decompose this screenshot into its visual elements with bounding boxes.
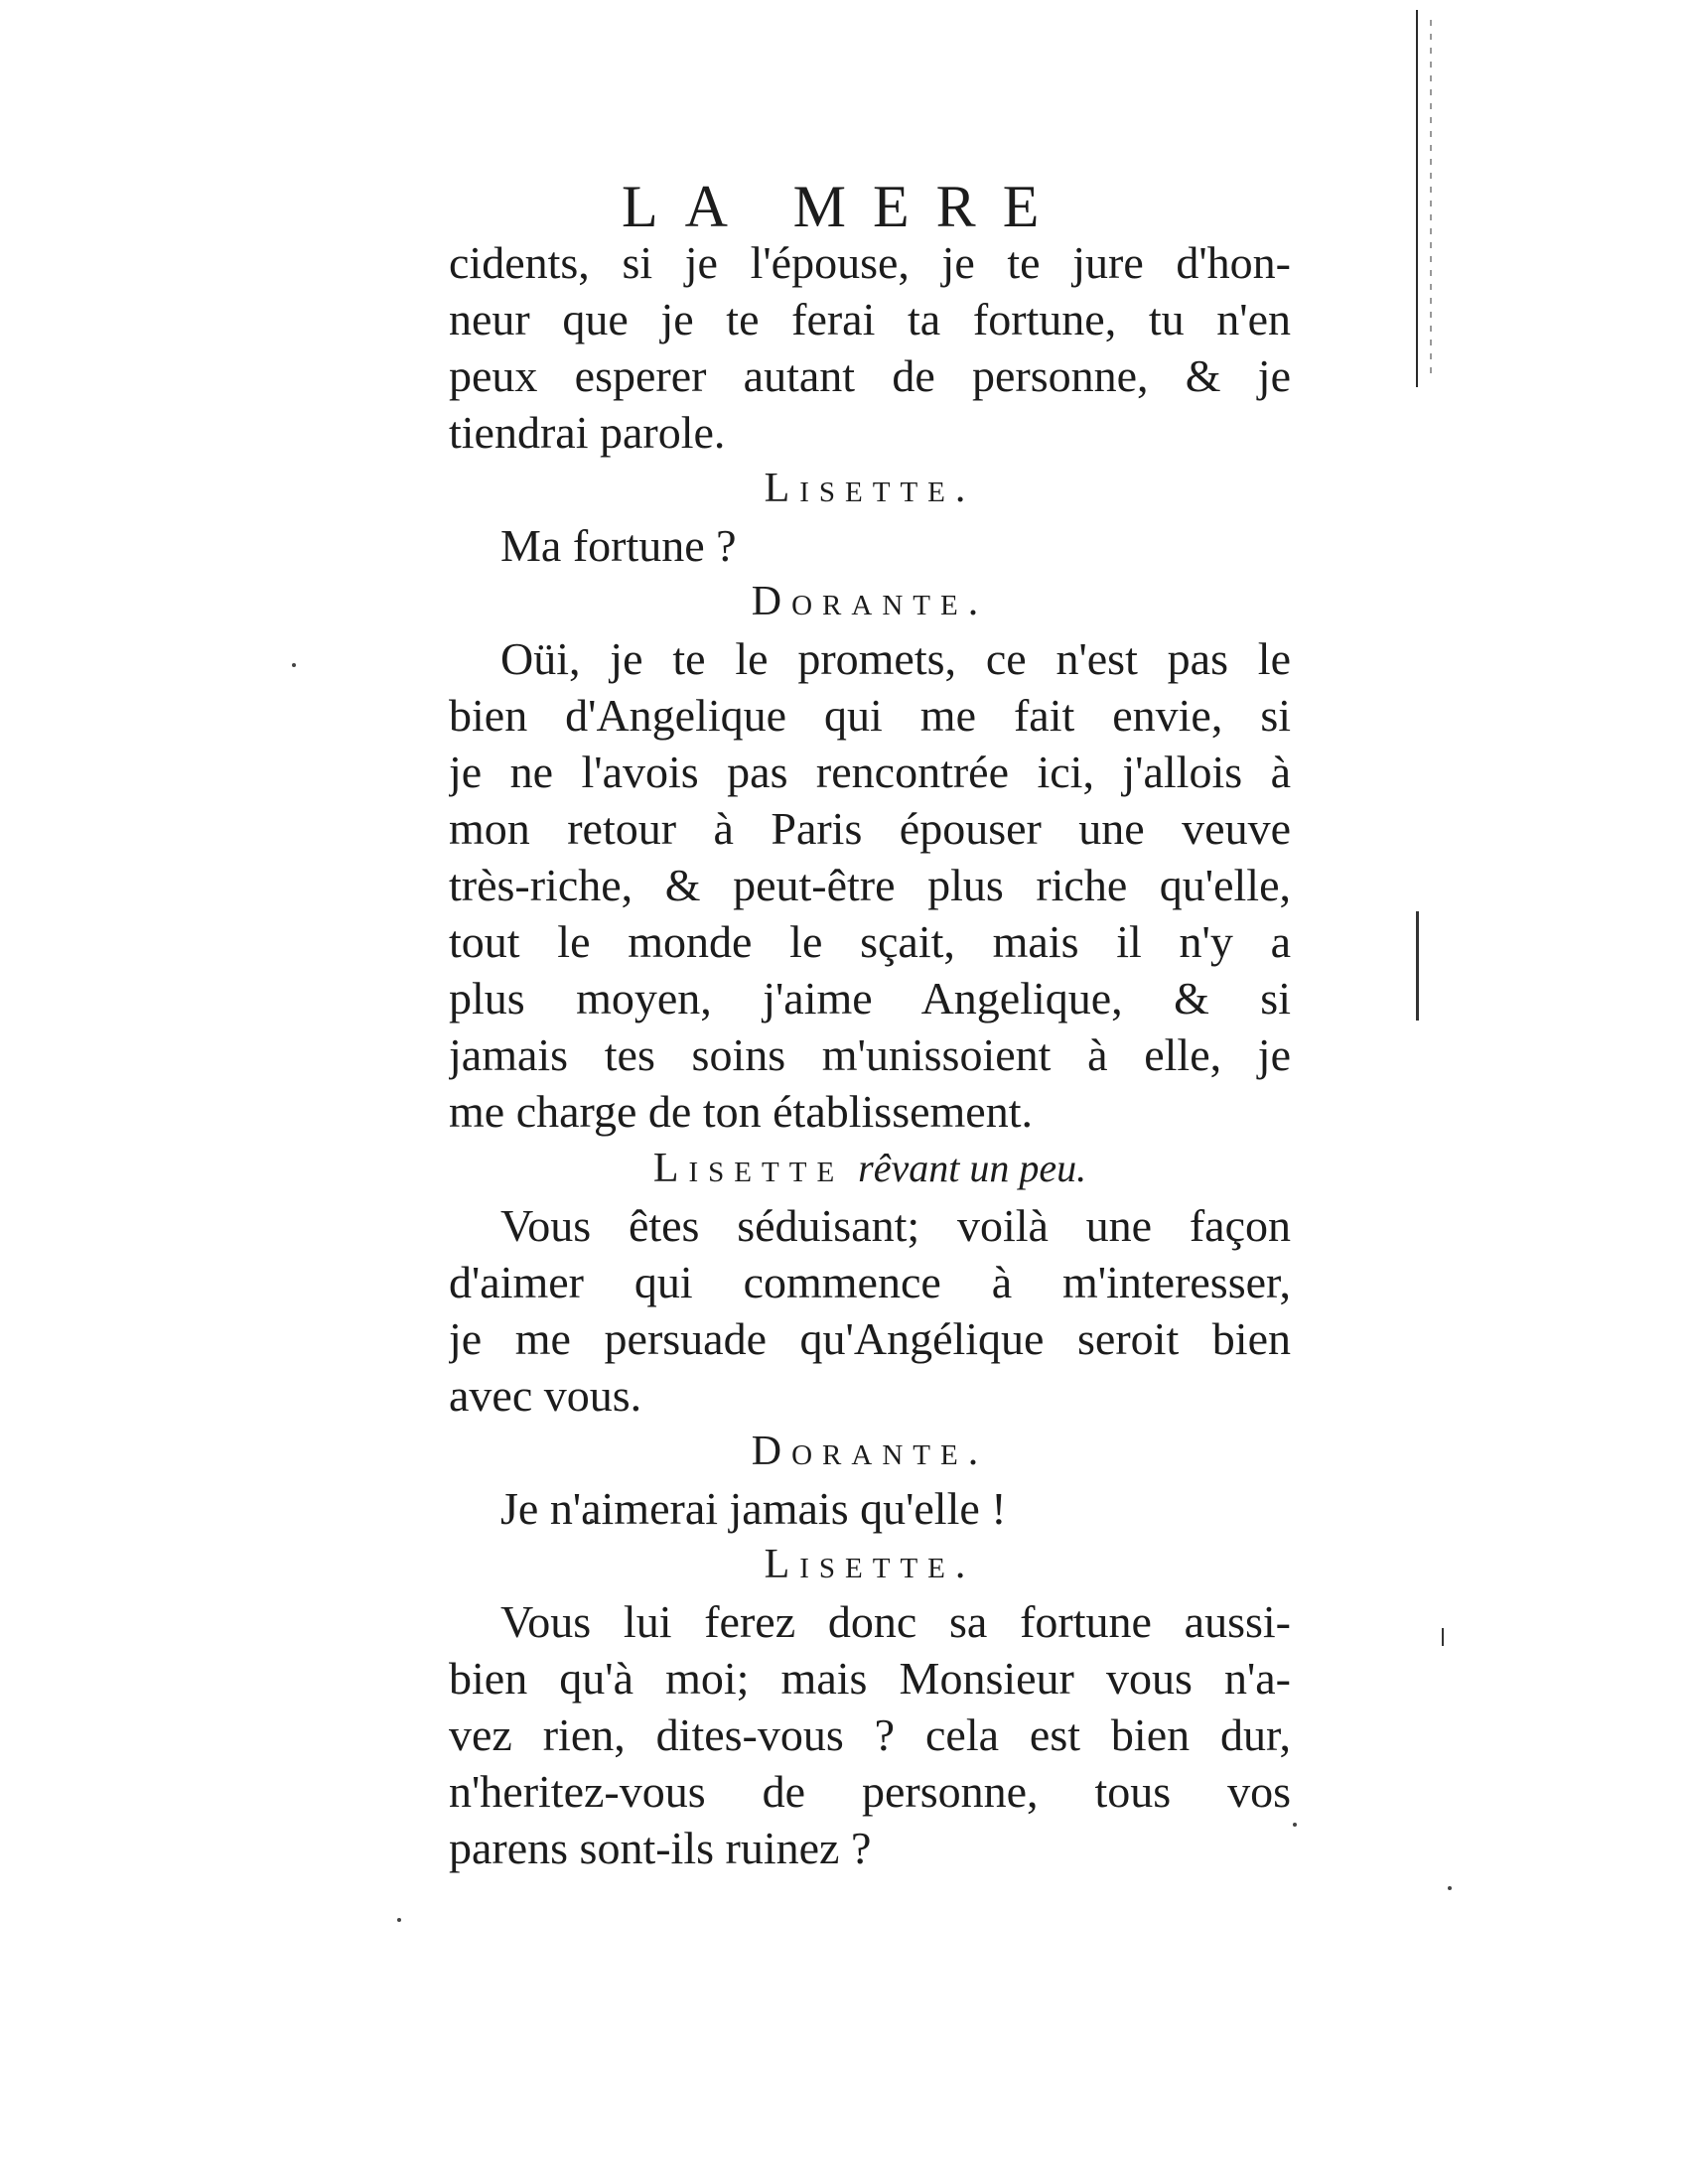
speaker-name: Lisette. [764,1542,976,1587]
speech [449,1140,1291,1424]
speech [449,461,1291,574]
paragraph [449,234,1291,461]
text-line: parens sont-ils ruinez ? [449,1823,872,1873]
text-line: n'heritez-vous de personne, tous vos [449,1766,1291,1817]
text-line: Vous êtes séduisant; voilà une façon [500,1200,1291,1251]
speech [449,1424,1291,1537]
speaker-name: Dorante. [751,1429,989,1474]
text-line: neur que je te ferai ta fortune, tu n'en [449,294,1291,344]
text-line: bien qu'à moi; mais Monsieur vous n'a- [449,1653,1291,1704]
running-head: LA MERE [622,174,1066,239]
text-line: me charge de ton établissement. [449,1086,1034,1137]
text-line: je me persuade qu'Angélique seroit bien [449,1313,1291,1364]
speck [292,663,296,667]
speech [449,1537,1291,1876]
text-block [449,234,1291,1876]
text-line: cidents, si je l'épouse, je te jure d'hon- [449,237,1291,288]
speck [1448,1886,1452,1890]
text-line: peux esperer autant de personne, & je [449,350,1291,401]
page-edge [1416,10,1424,387]
speech [449,574,1291,1140]
text-line: bien d'Angelique qui me fait envie, si [449,690,1291,741]
speaker-name: Lisette. [764,466,976,511]
text-line: très-riche, & peut-être plus riche qu'elle, [449,860,1291,910]
margin-mark [1442,1628,1444,1646]
speck [397,1918,401,1922]
text-line: Je n'aimerai jamais qu'elle ! [500,1483,1007,1534]
text-line: avec vous. [449,1370,642,1421]
text-line: je ne l'avois pas rencontrée ici, j'allois à [449,747,1291,797]
text-line: Ma fortune ? [500,520,737,571]
margin-mark [1416,911,1419,1021]
speaker-name: Dorante. [751,579,989,624]
text-line: mon retour à Paris épouser une veuve [449,803,1291,854]
text-line: Oüi, je te le promets, ce n'est pas le [500,633,1291,684]
text-line: plus moyen, j'aime Angelique, & si [449,973,1291,1024]
text-line: tout le monde le sçait, mais il n'y a [449,916,1291,967]
speaker-name [449,1140,1291,1197]
text-line: tiendrai parole. [449,407,726,458]
text-line: d'aimer qui commence à m'interesser, [449,1257,1291,1307]
stage-direction: rêvant un peu. [858,1146,1087,1190]
text-line: Vous lui ferez donc sa fortune aussi- [500,1596,1291,1647]
page-edge-shadow [1430,20,1432,377]
text-line: jamais tes soins m'unissoient à elle, je [449,1029,1291,1080]
text-line: vez rien, dites-vous ? cela est bien dur, [449,1709,1291,1760]
speaker-label: Lisette [652,1146,845,1191]
speck [1293,1823,1297,1827]
